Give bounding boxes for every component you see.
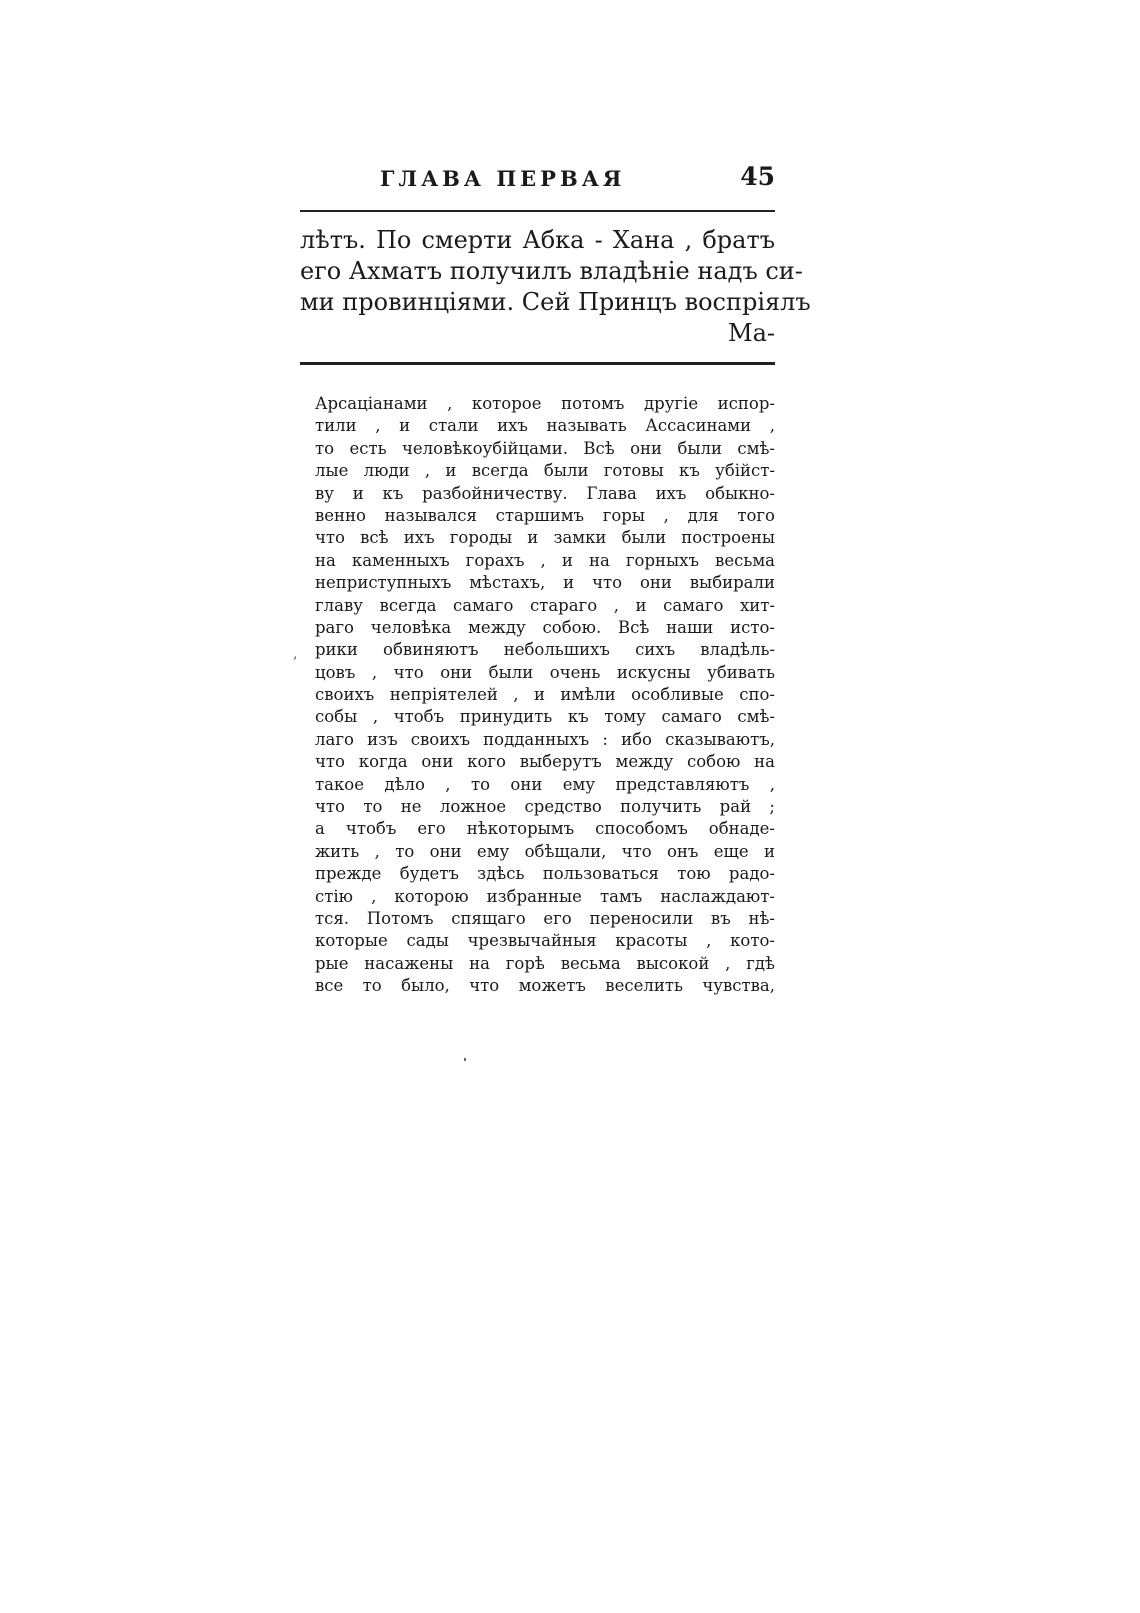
- footnote-line: лые люди , и всегда были готовы къ убійст-: [315, 461, 775, 481]
- footnote-line: что то не ложное средство получить рай ;: [315, 797, 775, 817]
- footnote-line: венно назывался старшимъ горы , для того: [315, 505, 775, 525]
- footnote-line: раго человѣка между собою. Всѣ наши исто-: [315, 617, 775, 637]
- main-text-line: его Ахматъ получилъ владѣніе надъ си-: [300, 257, 803, 285]
- footnote-line: главу всегда самаго стараго , и самаго хит-: [315, 595, 775, 615]
- footnote-line: тся. Потомъ спящаго его переносили въ нѣ-: [315, 908, 775, 928]
- footnote-line: своихъ непріятелей , и имѣли особливые спо-: [315, 685, 775, 705]
- footnote-line: рики обвиняютъ небольшихъ сихъ владѣль-: [315, 640, 775, 660]
- footnote-line: стію , которою избранные тамъ наслаждают-: [315, 886, 775, 906]
- footnote-rule: [300, 362, 775, 365]
- footnote-line: такое дѣло , то они ему представляютъ ,: [315, 774, 775, 794]
- footnote-line: лаго изъ своихъ подданныхъ : ибо сказываютъ,: [315, 729, 775, 749]
- header-rule: [300, 210, 775, 212]
- running-title: ГЛАВА ПЕРВАЯ: [380, 166, 626, 191]
- footnote-line: собы , чтобъ принудить къ тому самаго смѣ-: [315, 707, 775, 727]
- footnote-line: тили , и стали ихъ называть Ассасинами ,: [315, 416, 775, 436]
- footnote-line: цовъ , что они были очень искусны убивать: [315, 662, 775, 682]
- footnote-line: все то было, что можетъ веселить чувства,: [315, 976, 775, 996]
- main-text: [300, 225, 811, 349]
- footnote-line: которые сады чрезвычайныя красоты , кото-: [315, 931, 775, 951]
- footnote-line: Арсаціанами , которое потомъ другіе испор-: [315, 394, 775, 413]
- footnote: [315, 393, 775, 998]
- footnote-line: прежде будетъ здѣсь пользоваться тою радо-: [315, 864, 775, 884]
- main-text-line: ми провинціями. Сей Принцъ воспріялъ: [300, 288, 811, 316]
- footnote-line: ву и къ разбойничеству. Глава ихъ обыкно-: [315, 483, 775, 503]
- catchword: Ма-: [728, 319, 775, 347]
- footnote-line: на каменныхъ горахъ , и на горныхъ весьма: [315, 550, 775, 570]
- margin-mark: ,: [293, 646, 298, 662]
- footnote-line: жить , то они ему обѣщали, что онъ еще и: [315, 841, 775, 861]
- main-text-line: лѣтъ. По смерти Абка - Хана , братъ: [300, 226, 775, 254]
- footnote-line: неприступныхъ мѣстахъ, и что они выбирали: [315, 573, 775, 593]
- page-header: [300, 162, 775, 202]
- page-number: 45: [740, 162, 775, 191]
- ink-speck: [464, 1058, 466, 1061]
- footnote-line: что когда они кого выберутъ между собою на: [315, 752, 775, 772]
- footnote-line: а чтобъ его нѣкоторымъ способомъ обнаде-: [315, 819, 775, 839]
- footnote-line: что всѣ ихъ городы и замки были построены: [315, 528, 775, 548]
- footnote-line: то есть человѣкоубійцами. Всѣ они были смѣ-: [315, 438, 775, 458]
- footnote-line: рые насажены на горѣ весьма высокой , гдѣ: [315, 953, 775, 973]
